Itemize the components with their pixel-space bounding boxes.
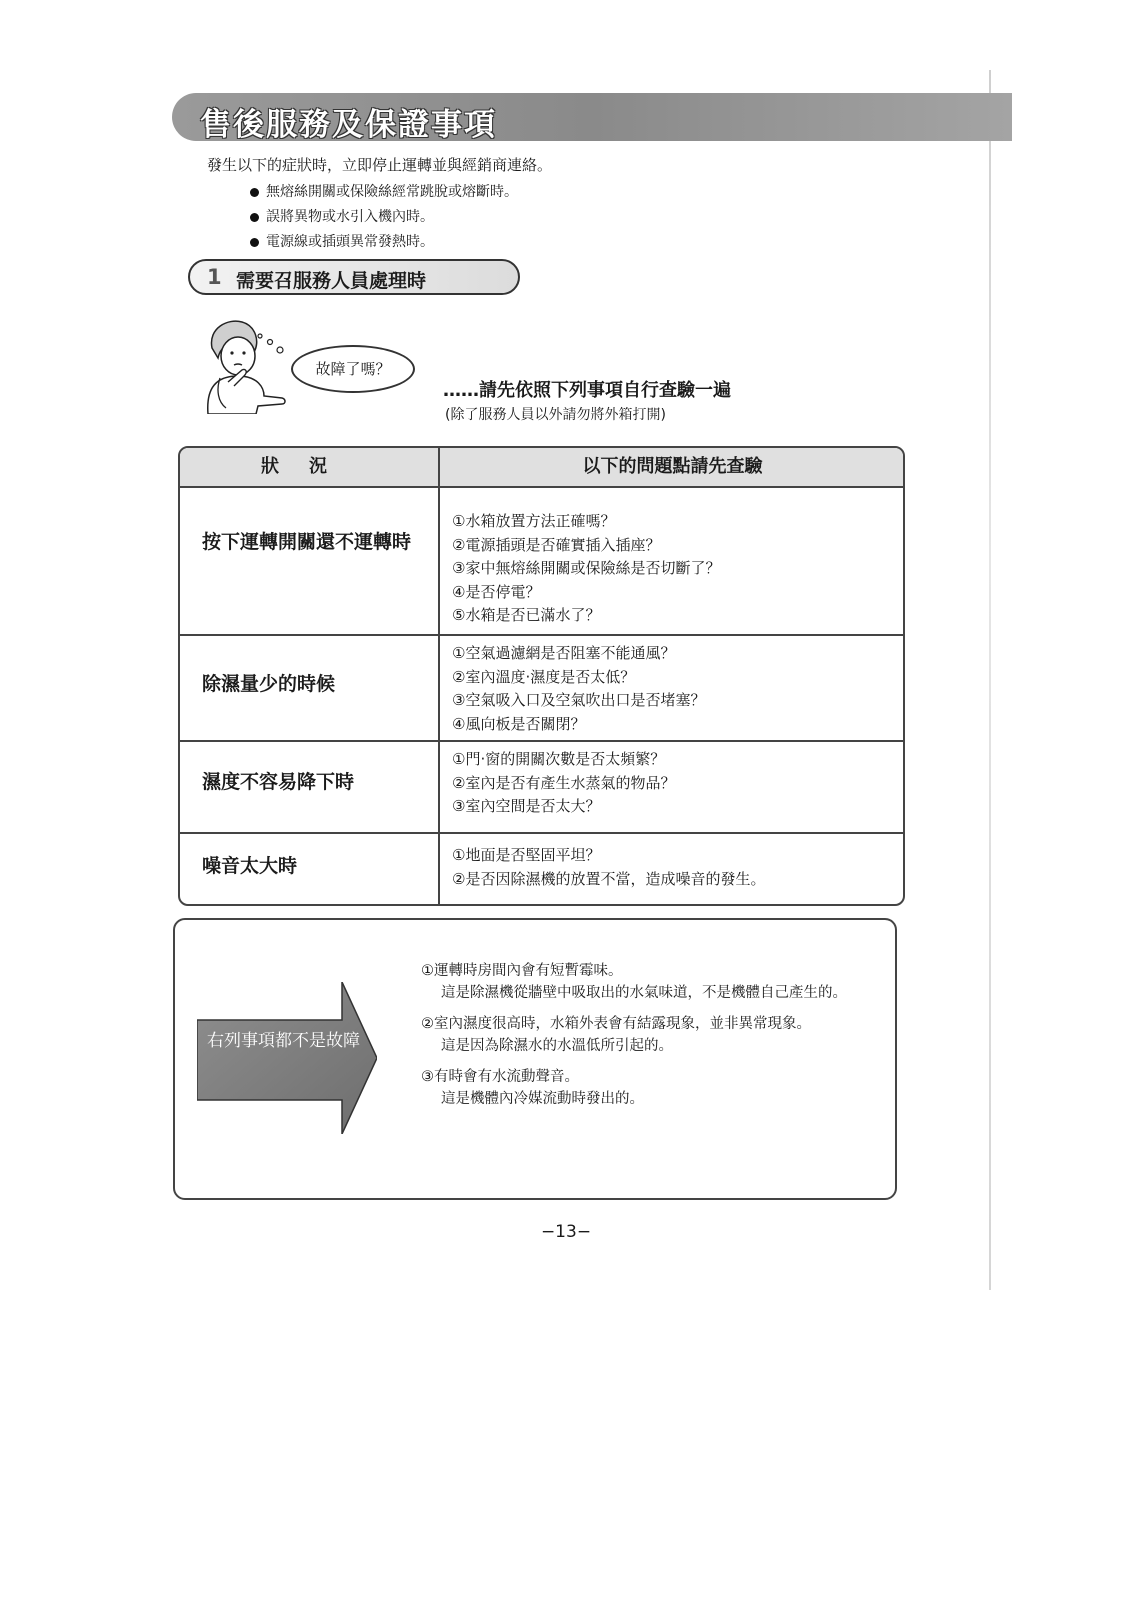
bullet-icon <box>250 238 259 247</box>
row-1-checks <box>452 510 720 628</box>
title-banner <box>172 93 1012 141</box>
warning-list <box>250 180 518 255</box>
troubleshooting-table <box>178 446 905 906</box>
check-item: ①地面是否堅固平坦？ <box>452 846 601 864</box>
check-item: ④是否停電？ <box>452 582 541 601</box>
row-4-checks <box>452 844 765 891</box>
check-item: ②是否因除濕機的放置不當，造成噪音的發生。 <box>452 869 766 888</box>
header-condition: 狀況 <box>261 456 357 477</box>
self-check-note: (除了服務人員以外請勿將外箱打開) <box>445 407 666 423</box>
thought-bubble: 故障了嗎？ <box>291 345 415 393</box>
check-item: ②室內溫度‧濕度是否太低？ <box>452 667 636 686</box>
check-item: ②電源插頭是否確實插入插座？ <box>452 535 661 554</box>
worried-person-icon <box>198 318 290 414</box>
warning-item: 無熔絲開關或保險絲經常跳脫或熔斷時。 <box>250 180 518 205</box>
row-divider <box>180 832 903 834</box>
bullet-icon <box>250 213 259 222</box>
table-header <box>180 448 903 488</box>
not-fault-box <box>173 918 897 1200</box>
check-item: ②室內是否有產生水蒸氣的物品？ <box>452 773 676 792</box>
check-item: ①水箱放置方法正確嗎？ <box>452 512 616 530</box>
row-4-condition: 噪音太大時 <box>202 855 298 877</box>
page-title: 售後服務及保證事項 <box>200 107 497 143</box>
column-divider <box>438 448 440 904</box>
check-item: ③室內空間是否太大？ <box>452 797 601 815</box>
row-2-condition: 除濕量少的時候 <box>202 673 336 695</box>
not-fault-list <box>421 960 881 1119</box>
warning-item: 誤將異物或水引入機內時。 <box>250 205 518 230</box>
section-number: 1 <box>207 265 222 289</box>
not-fault-item: ③有時會有水流動聲音。 這是機體內冷媒流動時發出的。 <box>421 1069 644 1107</box>
check-item: ⑤水箱是否已滿水了？ <box>452 606 601 624</box>
check-item: ③空氣吸入口及空氣吹出口是否堵塞？ <box>452 691 706 709</box>
row-divider <box>180 740 903 742</box>
page-number: −13− <box>540 1222 592 1242</box>
check-item: ①空氣過濾網是否阻塞不能通風？ <box>452 644 676 662</box>
bullet-icon <box>250 188 259 197</box>
not-fault-item: ②室內濕度很高時，水箱外表會有結露現象，並非異常現象。 這是因為除濕水的水溫低所引起的。 <box>421 1016 811 1054</box>
check-item: ③家中無熔絲開關或保險絲是否切斷了？ <box>452 559 721 577</box>
check-item: ①門‧窗的開關次數是否太頻繁？ <box>452 750 666 768</box>
not-fault-label: 右列事項都不是故障 <box>207 1031 360 1051</box>
header-checks: 以下的問題點請先查驗 <box>582 456 763 477</box>
intro-text: 發生以下的症狀時，立即停止運轉並與經銷商連絡。 <box>207 156 553 174</box>
not-fault-item: ①運轉時房間內會有短暫霉味。 這是除濕機從牆壁中吸取出的水氣味道，不是機體自己產生的。 <box>421 963 847 1001</box>
row-1-condition: 按下運轉開關還不運轉時 <box>202 531 412 553</box>
right-arrow-icon <box>197 982 377 1134</box>
section-heading <box>188 259 520 295</box>
section-label: 需要召服務人員處理時 <box>236 270 427 292</box>
row-divider <box>180 634 903 636</box>
row-3-checks <box>452 748 675 819</box>
page-edge-line <box>989 70 991 1290</box>
row-2-checks <box>452 642 705 736</box>
self-check-instruction: ……請先依照下列事項自行查驗一遍 <box>443 380 731 401</box>
check-item: ④風向板是否關閉？ <box>452 714 586 733</box>
warning-item: 電源線或插頭異常發熱時。 <box>250 230 518 255</box>
row-3-condition: 濕度不容易降下時 <box>202 771 355 793</box>
